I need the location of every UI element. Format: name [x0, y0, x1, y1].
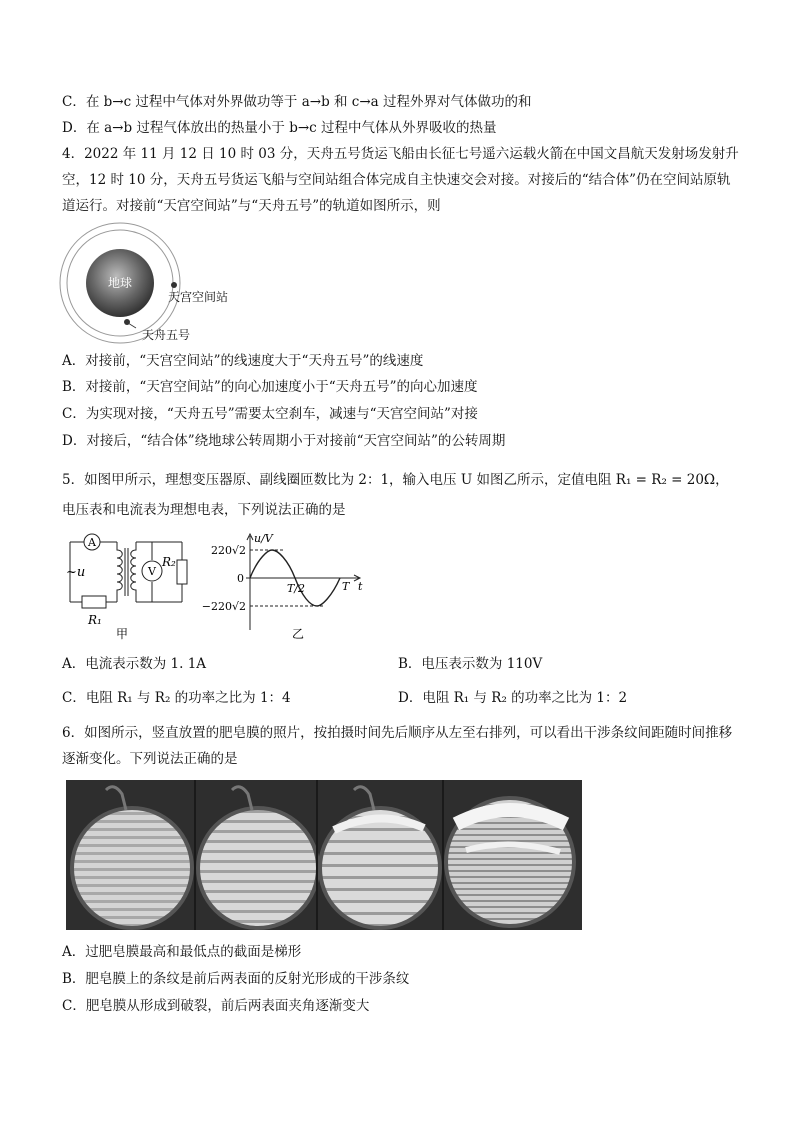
q4-option-a: A．对接前，“天宫空间站”的线速度大于“天舟五号”的线速度	[62, 353, 424, 369]
graph-caption: 乙	[291, 627, 305, 641]
q3-option-c: C．在 b→c 过程中气体对外界做功等于 a→b 和 c→a 过程外界对气体做功的和	[62, 94, 532, 110]
q4-option-b: B．对接前，“天宫空间站”的向心加速度小于“天舟五号”的向心加速度	[62, 379, 478, 395]
ammeter-label: A	[88, 536, 96, 549]
soap-film-photos	[66, 780, 582, 930]
r2-label: R₂	[162, 555, 176, 569]
primary-coil	[117, 542, 122, 602]
q6-option-a: A．过肥皂膜最高和最低点的截面是梯形	[62, 944, 302, 960]
circuit-caption: 甲	[115, 627, 129, 641]
ship-label: 天舟五号	[142, 328, 191, 342]
half-period-label: T/2	[286, 582, 306, 595]
q5-option-c: C．电阻 R₁ 与 R₂ 的功率之比为 1：4	[62, 690, 291, 706]
x-axis-label: t	[358, 580, 363, 593]
q5-option-a: A．电流表示数为 1. 1A	[62, 656, 207, 672]
source-label: ~u	[66, 565, 86, 580]
station-label: 天宫空间站	[168, 290, 229, 304]
q4-option-d: D．对接后，“结合体”绕地球公转周期小于对接前“天宫空间站”的公转周期	[62, 433, 506, 449]
circuit-diagram	[62, 530, 192, 640]
q5-stem-2: 电压表和电流表为理想电表，下列说法正确的是	[62, 502, 346, 518]
q3-option-d: D．在 a→b 过程气体放出的热量小于 b→c 过程中气体从外界吸收的热量	[62, 120, 497, 136]
q5-option-d: D．电阻 R₁ 与 R₂ 的功率之比为 1：2	[398, 690, 628, 706]
ship-pointer	[128, 323, 136, 328]
ymin-label: −220√2	[201, 600, 246, 613]
r2-resistor	[177, 560, 187, 584]
earth-label: 地球	[107, 276, 133, 290]
q5-option-b: B．电压表示数为 110V	[398, 656, 543, 672]
y-axis-label: u/V	[254, 532, 273, 545]
origin-label: 0	[237, 572, 244, 585]
q6-option-c: C．肥皂膜从形成到破裂，前后两表面夹角逐渐变大	[62, 998, 370, 1014]
q4-option-c: C．为实现对接，“天舟五号”需要太空刹车，减速与“天宫空间站”对接	[62, 406, 478, 422]
orbit-figure	[60, 225, 240, 345]
ymax-label: 220√2	[210, 544, 246, 557]
r1-label: R₁	[88, 613, 102, 627]
period-label: T	[342, 580, 350, 593]
r1-resistor	[82, 596, 106, 608]
q6-option-b: B．肥皂膜上的条纹是前后两表面的反射光形成的干涉条纹	[62, 971, 410, 987]
voltage-graph	[201, 530, 370, 642]
voltmeter-label: V	[148, 565, 156, 578]
station-dot	[171, 282, 177, 288]
q6-stem: 6．如图所示，竖直放置的肥皂膜的照片，按拍摄时间先后顺序从左至右排列，可以看出干涉条纹间距随时间推移逐渐变化。下列说法正确的是	[62, 725, 733, 767]
secondary-coil	[131, 542, 136, 602]
q5-stem: 5．如图甲所示，理想变压器原、副线圈匝数比为 2：1，输入电压 U 如图乙所示，定值电阻 R₁ = R₂ = 20Ω，	[62, 472, 729, 488]
q4-stem: 4．2022 年 11 月 12 日 10 时 03 分，天舟五号货运飞船由长征七号遥六运载火箭在中国文昌航天发射场发射升空，12 时 10 分，天舟五号货运飞船与空间站组合体完成自主快速交会对接。对接后的“结合体”仍在空间站原轨道运行。对接前“天宫空间站”与“天舟五号”的轨道如图所示，则	[62, 146, 739, 214]
